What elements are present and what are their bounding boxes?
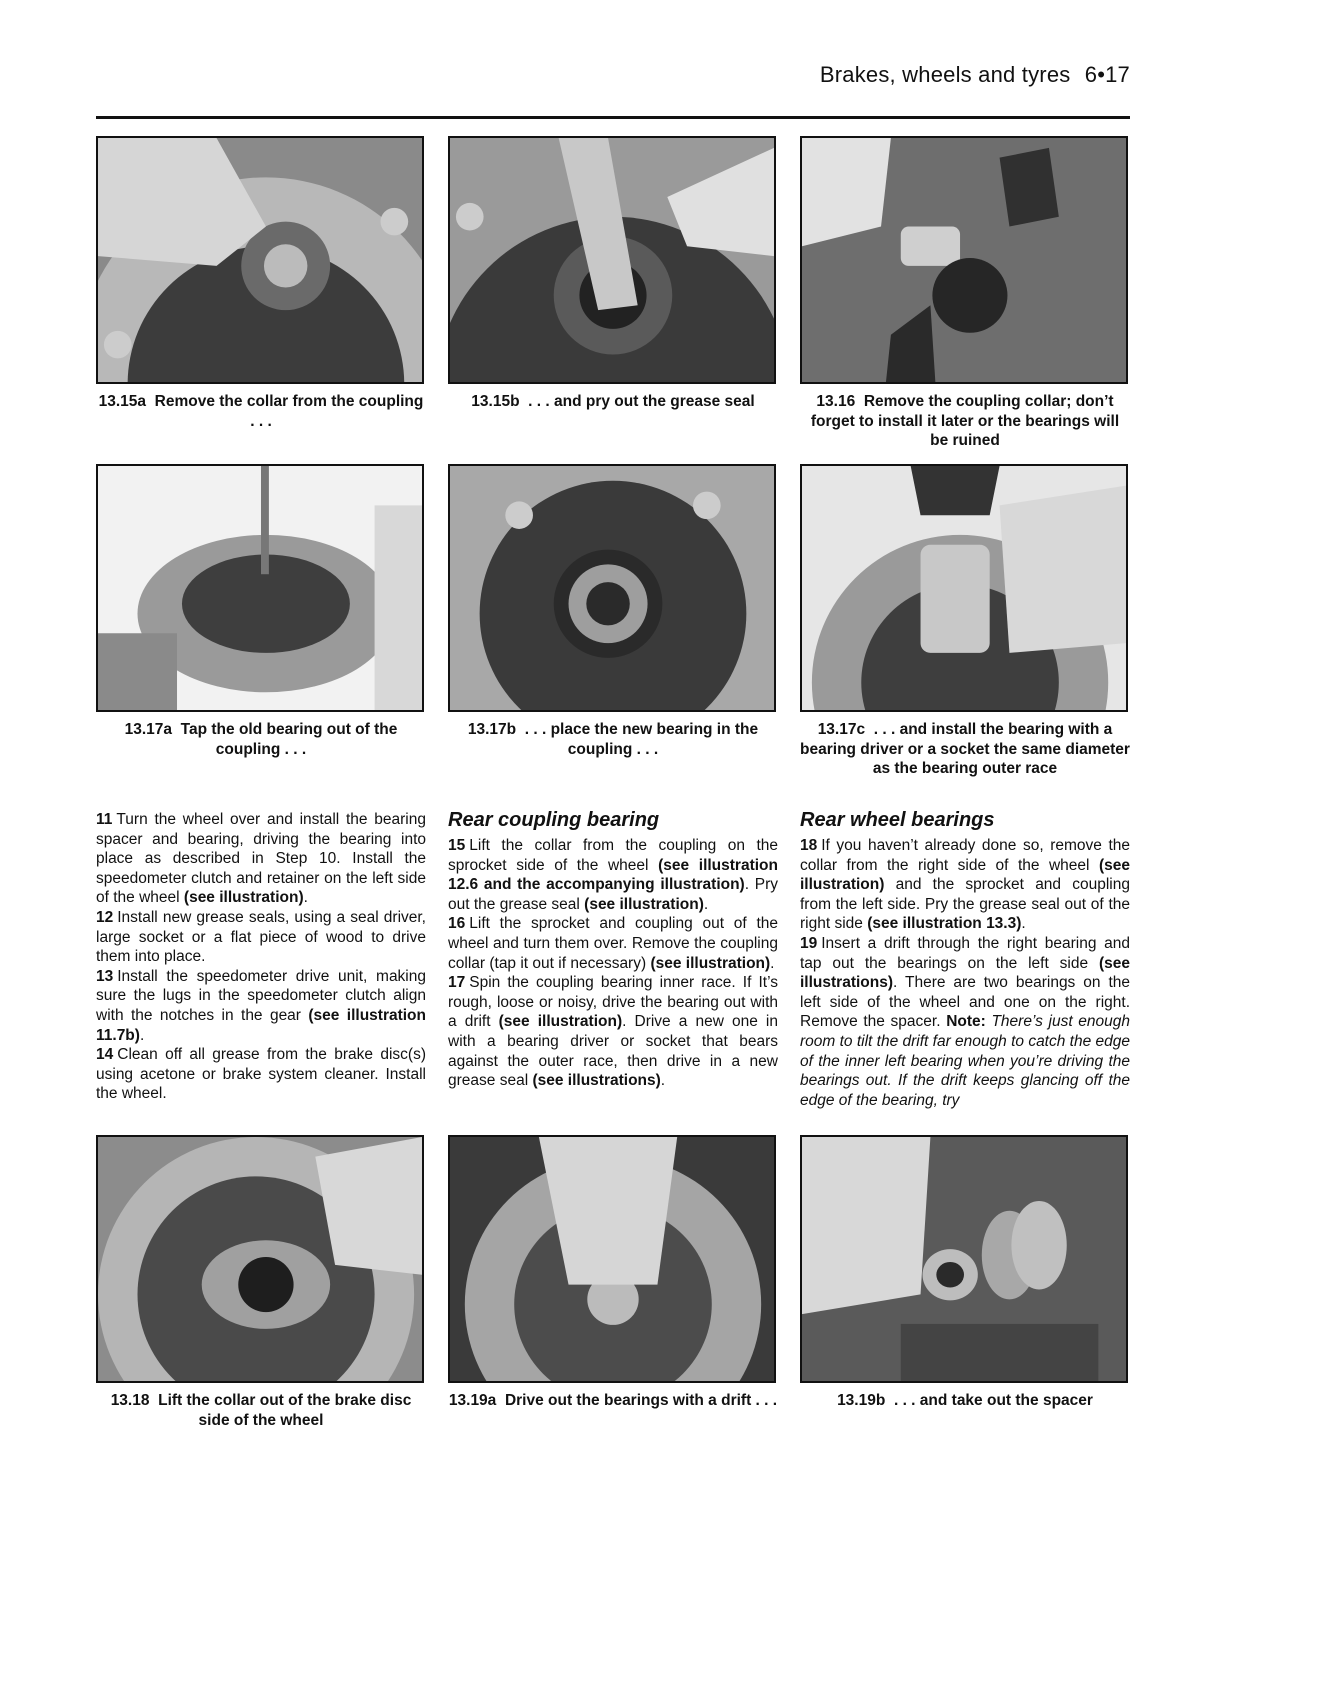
figure-13-17c-photo	[800, 464, 1128, 712]
figure-13-18-caption: 13.18 Lift the collar out of the brake disc side of the wheel	[110, 1392, 412, 1429]
figure-13-15b-caption: 13.15b . . . and pry out the grease seal	[471, 393, 755, 410]
note-text: There’s just enough room to tilt the drift far enough to catch the edge of the inner left bearing when you’re driving the bearings out. If the drift keeps glancing off the edge of the bearing, try	[800, 1013, 1131, 1109]
figure-13-15a-caption: 13.15a Remove the collar from the coupling . . .	[98, 393, 424, 430]
figure-13-17a-caption: 13.17a Tap the old bearing out of the coupling . . .	[124, 721, 398, 758]
step-16: 16 Lift the sprocket and coupling out of the wheel and turn them over. Remove the coupling collar (tap it out if necessary) (see illustration).	[448, 915, 778, 972]
figure-13-19b-caption: 13.19b . . . and take out the spacer	[837, 1392, 1093, 1409]
section-heading-rear-coupling-bearing: Rear coupling bearing	[448, 809, 660, 831]
text-column-right	[800, 808, 1130, 1110]
figure-13-17b-photo	[448, 464, 776, 712]
figure-13-16-caption: 13.16 Remove the coupling collar; don’t forget to install it later or the bearings will be ruined	[810, 393, 1120, 449]
text-column-left	[96, 810, 426, 1104]
figure-13-17c-caption: 13.17c . . . and install the bearing with a bearing driver or a socket the same diameter as the bearing outer race	[800, 721, 1130, 777]
header-rule	[96, 116, 1130, 119]
figure-13-15a-photo	[96, 136, 424, 384]
note-label: Note:	[946, 1013, 986, 1031]
section-heading-rear-wheel-bearings: Rear wheel bearings	[800, 809, 995, 831]
step-18: 18 If you haven’t already done so, remove the collar from the right side of the wheel (see illustration) and the sprocket and coupling from the left side. Pry the grease seal out of the right side (see illustration 13.3).	[800, 837, 1130, 933]
step-17: 17 Spin the coupling bearing inner race. If It’s rough, loose or noisy, drive the bearing out with a drift (see illustration). Drive a new one in with a bearing driver or socket that bears against the outer race, then drive in a new grease seal (see illustrations).	[448, 974, 778, 1090]
step-15: 15 Lift the collar from the coupling on the sprocket side of the wheel (see illustration 12.6 and the accompanying illustration). Pry out the grease seal (see illustration).	[448, 837, 778, 913]
step-14: 14 Clean off all grease from the brake disc(s) using acetone or brake system cleaner. Install the wheel.	[96, 1046, 426, 1103]
step-13: 13 Install the speedometer drive unit, making sure the lugs in the speedometer clutch align with the notches in the gear (see illustration 11.7b).	[96, 967, 426, 1044]
figure-13-17a-photo	[96, 464, 424, 712]
page-number: 6•17	[1084, 62, 1130, 87]
figure-13-16-photo	[800, 136, 1128, 384]
step-19: 19 Insert a drift through the right bearing and tap out the bearings on the left side (see illustrations). There are two bearings on the left side of the wheel and one on the right. Remove the spacer. Note: There’s just enough room to tilt the drift far enough to catch the edge of the inner left bearing when you’re driving the bearings out. If the drift keeps glancing off the edge of the bearing, try	[800, 934, 1131, 1109]
figure-13-19a-caption: 13.19a Drive out the bearings with a drift . . .	[448, 1392, 778, 1409]
figure-13-19b-photo	[800, 1135, 1128, 1383]
figure-13-15b-photo	[448, 136, 776, 384]
section-title: Brakes, wheels and tyres	[819, 62, 1071, 87]
running-header	[96, 62, 1130, 88]
step-12: 12 Install new grease seals, using a seal driver, large socket or a flat piece of wood to drive them into place.	[96, 908, 426, 966]
step-11: 11 Turn the wheel over and install the bearing spacer and bearing, driving the bearing into place as described in Step 10. Install the speedometer clutch and retainer on the left side of the wheel (see illustration).	[96, 811, 426, 907]
text-column-middle	[448, 808, 778, 1091]
figure-13-19a-photo	[448, 1135, 776, 1383]
figure-13-18-photo	[96, 1135, 424, 1383]
figure-13-17b-caption: 13.17b . . . place the new bearing in the coupling . . .	[467, 721, 759, 758]
